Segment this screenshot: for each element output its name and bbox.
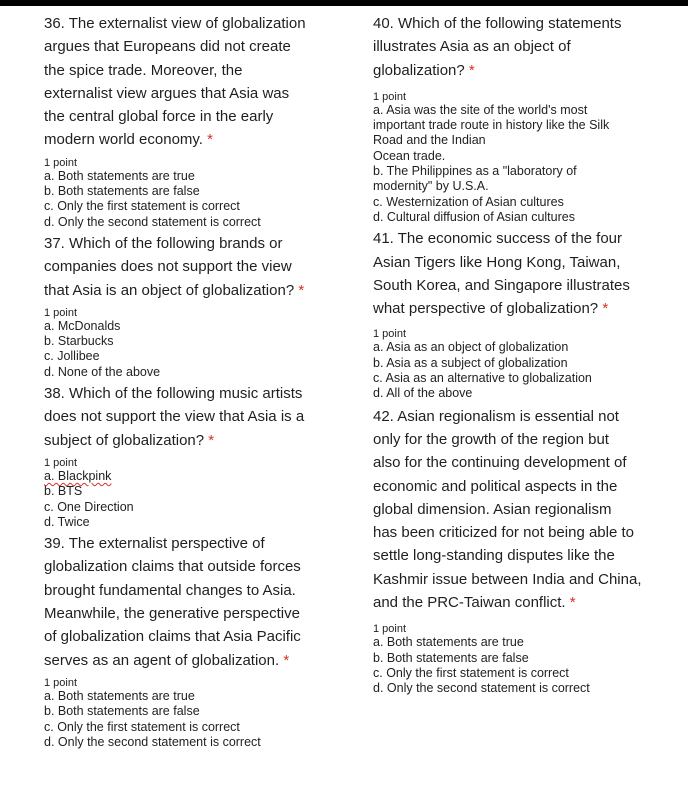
question-line (373, 591, 673, 614)
required-asterisk: * (602, 300, 609, 318)
question-line: Asian Tigers like Hong Kong, Taiwan, (373, 253, 621, 271)
question-40 (373, 12, 673, 225)
required-asterisk: * (298, 281, 305, 299)
question-line: settle long-standing disputes like the (373, 547, 615, 565)
option-a[interactable] (44, 469, 344, 484)
option-a[interactable]: a. Both statements are true (44, 688, 195, 703)
option-c[interactable]: c. One Direction (44, 499, 134, 514)
option-a-cont[interactable]: Ocean trade. (373, 148, 446, 163)
question-line: South Korea, and Singapore illustrates (373, 276, 630, 294)
question-line: Kashmir issue between India and China, (373, 570, 642, 588)
question-line: brought fundamental changes to Asia. (44, 581, 296, 599)
option-c[interactable]: c. Asia as an alternative to globalization (373, 371, 592, 386)
option-a[interactable]: a. Both statements are true (373, 635, 524, 650)
question-line: does not support the view that Asia is a (44, 408, 305, 426)
question-line-text: serves as an agent of globalization. (44, 651, 280, 669)
question-text (373, 227, 673, 320)
option-c[interactable]: c. Only the first statement is correct (373, 665, 569, 680)
required-asterisk: * (569, 594, 576, 612)
question-line-text: globalization? (373, 61, 465, 79)
question-line: has been criticized for not being able to (373, 524, 634, 542)
question-text (44, 382, 344, 452)
option-b[interactable]: b. Both statements are false (44, 704, 200, 719)
question-line: argues that Europeans did not create (44, 38, 291, 56)
question-line: 37. Which of the following brands or (44, 234, 283, 252)
option-a-cont[interactable]: important trade route in history like the Silk (373, 118, 610, 133)
points-label: 1 point (373, 623, 407, 636)
question-line: also for the continuing development of (373, 454, 627, 472)
points-label: 1 point (373, 328, 407, 341)
option-d[interactable]: d. All of the above (373, 386, 473, 401)
right-column (373, 12, 673, 697)
option-b[interactable]: b. Both statements are false (373, 650, 529, 665)
question-line-text: that Asia is an object of globalization? (44, 281, 295, 299)
question-line: 38. Which of the following music artists (44, 385, 303, 403)
option-c[interactable]: c. Only the first statement is correct (44, 199, 240, 214)
required-asterisk: * (468, 61, 475, 79)
option-b[interactable]: b. Asia as a subject of globalization (373, 355, 568, 370)
option-a[interactable]: a. Asia as an object of globalization (373, 340, 569, 355)
question-41 (373, 227, 673, 401)
question-line: 39. The externalist perspective of (44, 535, 265, 553)
question-text (373, 405, 673, 615)
question-line: 36. The externalist view of globalization (44, 15, 306, 32)
question-line: of globalization claims that Asia Pacific (44, 628, 301, 646)
option-a[interactable]: a. Asia was the site of the world's most (373, 102, 588, 117)
option-a[interactable]: a. Both statements are true (44, 168, 195, 183)
option-d[interactable]: d. Only the second statement is correct (44, 734, 261, 749)
option-d[interactable]: d. Only the second statement is correct (373, 681, 590, 696)
question-line: 42. Asian regionalism is essential not (373, 407, 619, 425)
option-d[interactable]: d. Only the second statement is correct (44, 214, 261, 229)
question-line (373, 297, 673, 320)
points-label: 1 point (44, 156, 78, 169)
top-border (0, 0, 688, 6)
option-a[interactable]: a. McDonalds (44, 318, 121, 333)
option-d[interactable]: d. Twice (44, 514, 90, 529)
option-b[interactable]: b. Starbucks (44, 334, 114, 349)
option-c[interactable]: c. Only the first statement is correct (44, 719, 240, 734)
question-line: externalist view argues that Asia was (44, 84, 290, 102)
question-line-text: what perspective of globalization? (373, 300, 599, 318)
question-line-text: modern world economy. (44, 131, 203, 149)
question-line: globalization claims that outside forces (44, 558, 301, 576)
question-37 (44, 232, 344, 380)
question-line (44, 649, 344, 672)
points-label: 1 point (44, 676, 78, 689)
option-c[interactable]: c. Jollibee (44, 349, 100, 364)
question-text (44, 12, 344, 152)
option-b-cont[interactable]: modernity" by U.S.A. (373, 179, 489, 194)
question-38 (44, 382, 344, 530)
question-line-text: and the PRC-Taiwan conflict. (373, 594, 566, 612)
option-b[interactable]: b. Both statements are false (44, 184, 200, 199)
question-line: only for the growth of the region but (373, 430, 609, 448)
question-line-text: subject of globalization? (44, 431, 205, 449)
points-label: 1 point (373, 90, 407, 103)
option-b[interactable]: b. BTS (44, 484, 83, 499)
option-b[interactable]: b. The Philippines as a "laboratory of (373, 164, 577, 179)
question-line (44, 429, 344, 452)
question-line: Meanwhile, the generative perspective (44, 605, 300, 623)
question-line (44, 279, 344, 302)
question-line: 41. The economic success of the four (373, 230, 623, 248)
question-42 (373, 405, 673, 697)
option-a-text: a. Blackpink (44, 468, 112, 483)
option-a-cont[interactable]: Road and the Indian (373, 133, 486, 148)
question-line: the central global force in the early (44, 108, 274, 126)
points-label: 1 point (44, 306, 78, 319)
option-d[interactable]: d. None of the above (44, 364, 161, 379)
question-36 (44, 12, 344, 230)
question-line (44, 128, 344, 151)
required-asterisk: * (283, 651, 290, 669)
question-line: companies does not support the view (44, 258, 292, 276)
required-asterisk: * (208, 431, 215, 449)
question-line: economic and political aspects in the (373, 477, 618, 495)
option-d[interactable]: d. Cultural diffusion of Asian cultures (373, 209, 575, 224)
question-line: 40. Which of the following statements (373, 15, 622, 32)
question-text (44, 232, 344, 302)
question-line (373, 59, 673, 82)
points-label: 1 point (44, 456, 78, 469)
question-text (373, 12, 673, 82)
question-39 (44, 532, 344, 750)
question-text (44, 532, 344, 672)
required-asterisk: * (207, 131, 213, 149)
option-c[interactable]: c. Westernization of Asian cultures (373, 194, 564, 209)
left-column (44, 12, 344, 750)
question-line: global dimension. Asian regionalism (373, 500, 612, 518)
question-line: illustrates Asia as an object of (373, 38, 571, 56)
question-line: the spice trade. Moreover, the (44, 61, 243, 79)
